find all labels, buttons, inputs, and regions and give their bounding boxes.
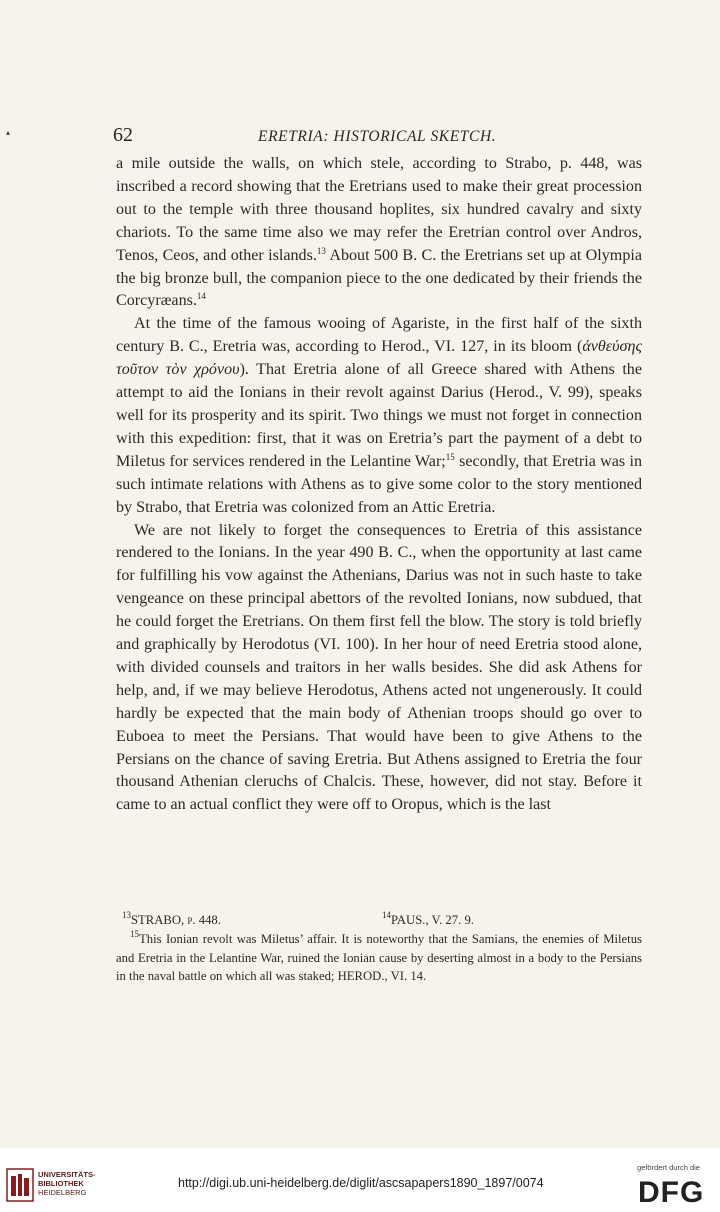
paragraph-3: We are not likely to forget the consequences to Eretria of this assistance rendered to the Ionians. In the year 490 B. C., when the opportunity at last came for fulfilling his vow against the Athenians, Darius was not in such haste to take vengeance on these principal abettors of the revolted Ionians, now subdued, that he could forget the Eretrians. On them first fell the blow. The story is told briefly and graphically by Herodotus (VI. 100). In her hour of need Eretria stood alone, with divided counsels and traitors in her walls besides. She did ask Athens for help, and, if we may believe Herodotus, Athens acted not ungenerously. It could hardly be expected that the main body of Athenian troops should go over to Euboea to meet the Persians. That would have been to give Athens to the Persians on the chance of saving Eretria. But Athens assigned to Eretria the four thousand Athenian cleruchs of Chalcis. These, however, did not stay. Before it came to an actual conflict they were off to Oropus, which is the last <box>116 521 642 814</box>
paragraph-2-text-cont: ). That Eretria alone of all Greece shared with Athens the attempt to aid the Ionians in their revolt against Darius (Herod., V. 99), speaks well for its prosperity and its spirit. Two things we must not forget in connection with this expedition: first, that it was on Eretria’s part the payment of a debt to Miletus for services rendered in the Lelantine War; <box>116 361 642 470</box>
library-line-1: UNIVERSITÄTS- <box>38 1170 96 1179</box>
library-name <box>38 1170 96 1197</box>
greek-quote: ἀνθεύσης τοῦτον τὸν χρόνου <box>116 338 642 379</box>
dfg-logo: DFG <box>638 1176 705 1209</box>
running-head: ERETRIA: HISTORICAL SKETCH. <box>258 128 497 145</box>
footnote-15 <box>116 930 642 986</box>
funder-caption: gefördert durch die <box>637 1163 700 1172</box>
library-line-3: HEIDELBERG <box>38 1188 87 1197</box>
footnote-row <box>116 911 642 930</box>
footnote-13-text: STRABO, p. 448. <box>131 913 221 927</box>
note-ref-15: 15 <box>445 451 455 462</box>
note-ref-13: 13 <box>316 245 326 256</box>
footnote-13 <box>116 911 382 930</box>
paragraph-1-text-cont: About 500 B. C. the Eretrians set up at Olympia the big bronze bull, the companion piece to the one dedicated by their friends the Corcyræans. <box>116 246 642 310</box>
source-url-link[interactable]: http://digi.ub.uni-heidelberg.de/diglit/ascsapapers1890_1897/0074 <box>178 1176 544 1190</box>
paragraph-2 <box>116 313 642 519</box>
paragraph-1 <box>116 153 642 313</box>
footnote-15-text: This Ionian revolt was Miletus’ affair. It is noteworthy that the Samians, the enemies of Miletus and Eretria in the Lelantine War, ruined the Ionian cause by deserting almost in a body to the Persians in the naval battle on which all was staked; HEROD., VI. 14. <box>116 931 642 984</box>
footnote-14-number: 14 <box>382 910 391 920</box>
footnote-13-number: 13 <box>122 910 131 920</box>
paragraph-2-text: At the time of the famous wooing of Agariste, in the first half of the sixth century B. C., Eretria was, according to Herod., VI. 127, in its bloom ( <box>116 315 642 356</box>
page-number: 62 <box>113 124 133 146</box>
footnote-14 <box>382 911 474 930</box>
paragraph-1-text: a mile outside the walls, on which stele, according to Strabo, p. 448, was inscribed a record showing that the Eretrians used to make their great procession out to the temple with three thousand hoplites, six hundred cavalry and sixty chariots. To the same time also we may refer the Eretrian control over Andros, Tenos, Ceos, and other islands. <box>116 155 642 264</box>
footnotes <box>116 911 642 986</box>
footnote-14-text: PAUS., V. 27. 9. <box>391 913 474 927</box>
paragraph-2-text-end: secondly, that Eretria was in such intimate relations with Athens as to give some color to the story mentioned by Strabo, that Eretria was colonized from an Attic Eretria. <box>116 452 643 516</box>
body-text <box>116 153 642 817</box>
margin-mark: ▴ <box>6 128 11 137</box>
library-line-2: BIBLIOTHEK <box>38 1179 84 1188</box>
footnote-15-number: 15 <box>130 928 139 939</box>
note-ref-14: 14 <box>196 291 206 302</box>
library-logo-icon <box>6 1168 34 1202</box>
